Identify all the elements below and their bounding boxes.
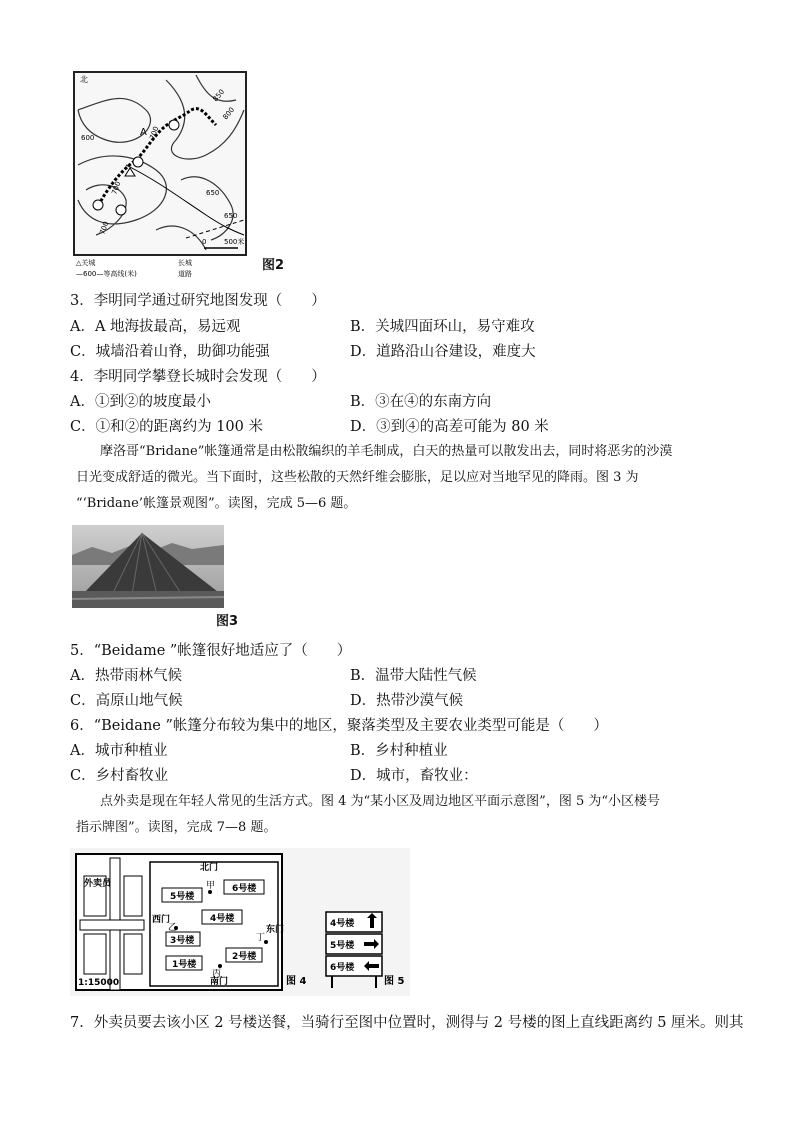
- figure-4-community-map: [70, 848, 410, 996]
- svg-text:0: 0: [202, 238, 207, 246]
- q4-option-a[interactable]: A．①到②的坡度最小: [70, 394, 211, 410]
- legend-road: 道路: [178, 270, 192, 278]
- svg-text:甲: 甲: [206, 881, 216, 891]
- svg-text:700: 700: [98, 220, 111, 236]
- legend-pass: △关城: [76, 259, 96, 267]
- scale-label: 1:15000: [78, 978, 120, 988]
- q3-option-b[interactable]: B．关城四面环山，易守难攻: [350, 319, 535, 335]
- q5-option-d[interactable]: D．热带沙漠气候: [350, 693, 464, 709]
- q3-option-d[interactable]: D．道路沿山谷建设，难度大: [350, 344, 536, 360]
- figure-2-caption: 图2: [262, 258, 285, 273]
- q6-option-a[interactable]: A．城市种植业: [70, 743, 168, 759]
- svg-text:东门: 东门: [266, 925, 285, 935]
- point-a-label: A: [140, 127, 147, 138]
- svg-text:1号楼: 1号楼: [172, 960, 197, 970]
- svg-text:4号楼: 4号楼: [210, 914, 235, 924]
- q7-stem: 7．外卖员要去该小区 2 号楼送餐，当骑行至图中位置时，测得与 2 号楼的图上直线距离约 5 厘米。则其: [70, 1015, 744, 1031]
- figure-3-tent-photo: [72, 525, 224, 608]
- svg-text:5号楼: 5号楼: [170, 892, 195, 902]
- svg-text:700: 700: [110, 180, 123, 196]
- svg-text:650: 650: [224, 212, 238, 220]
- q6-stem: 6．“Beidane ”帐篷分布较为集中的地区，聚落类型及主要农业类型可能是（ ）: [70, 718, 608, 734]
- courier-label: 外卖员: [84, 879, 112, 889]
- svg-text:乙: 乙: [168, 923, 178, 933]
- passage-1-line-2: 日光变成舒适的微光。当下面时，这些松散的天然纤维会膨胀，足以应对当地罕见的降雨。图 3 为: [76, 470, 639, 485]
- svg-text:700: 700: [148, 125, 161, 141]
- passage-2-line-2: 指示牌图”。读图，完成 7—8 题。: [76, 820, 277, 835]
- svg-text:850: 850: [211, 87, 227, 104]
- svg-text:3号楼: 3号楼: [170, 936, 195, 946]
- q5-stem: 5．“Beidame ”帐篷很好地适应了（ ）: [70, 643, 352, 659]
- svg-text:800: 800: [221, 105, 237, 122]
- q4-stem: 4．李明同学攀登长城时会发现（ ）: [70, 369, 326, 385]
- passage-1-line-3: “‘Bridane’帐篷景观图”。读图，完成 5—6 题。: [76, 496, 357, 511]
- north-label: 北: [80, 75, 88, 84]
- q3-stem: 3．李明同学通过研究地图发现（ ）: [70, 293, 326, 309]
- svg-text:650: 650: [206, 189, 220, 197]
- svg-text:4号楼: 4号楼: [330, 919, 355, 929]
- figure-3-caption: 图3: [216, 614, 239, 629]
- svg-text:600: 600: [81, 134, 95, 142]
- q4-option-d[interactable]: D．③到④的高差可能为 80 米: [350, 419, 549, 435]
- q3-option-a[interactable]: A．A 地海拔最高，易远观: [70, 319, 241, 335]
- passage-2-line-1: 点外卖是现在年轻人常见的生活方式。图 4 为“某小区及周边地区平面示意图”，图 5 为“小区楼号: [100, 794, 661, 809]
- q4-option-b[interactable]: B．③在④的东南方向: [350, 394, 492, 410]
- q5-option-c[interactable]: C．高原山地气候: [70, 693, 183, 709]
- legend-contour: —600—等高线(米): [76, 270, 137, 278]
- svg-text:2号楼: 2号楼: [232, 952, 257, 962]
- figure-5-caption: 图 5: [384, 976, 405, 987]
- svg-text:丙: 丙: [212, 969, 222, 979]
- svg-text:5号楼: 5号楼: [330, 941, 355, 951]
- legend-wall: 长城: [178, 259, 192, 267]
- q6-option-c[interactable]: C．乡村畜牧业: [70, 768, 169, 784]
- svg-text:北门: 北门: [200, 863, 219, 873]
- svg-text:6号楼: 6号楼: [232, 884, 257, 894]
- q5-option-b[interactable]: B．温带大陆性气候: [350, 668, 477, 684]
- q4-option-c[interactable]: C．①和②的距离约为 100 米: [70, 419, 263, 435]
- q5-option-a[interactable]: A．热带雨林气候: [70, 668, 182, 684]
- figure-4-caption: 图 4: [286, 976, 307, 987]
- svg-text:6号楼: 6号楼: [330, 963, 355, 973]
- q6-option-b[interactable]: B．乡村种植业: [350, 743, 448, 759]
- figure-2-contour-map: [66, 70, 256, 282]
- q6-option-d[interactable]: D．城市，畜牧业：: [350, 768, 478, 784]
- svg-text:西门: 西门: [152, 915, 171, 925]
- svg-text:丁: 丁: [256, 933, 266, 943]
- svg-text:500米: 500米: [224, 238, 245, 246]
- q3-option-c[interactable]: C．城墙沿着山脊，助御功能强: [70, 344, 270, 360]
- passage-1-line-1: 摩洛哥“Bridane”帐篷通常是由松散编织的羊毛制成，白天的热量可以散发出去，同时将恶劣的沙漠: [100, 444, 673, 459]
- svg-text:南门: 南门: [210, 977, 229, 987]
